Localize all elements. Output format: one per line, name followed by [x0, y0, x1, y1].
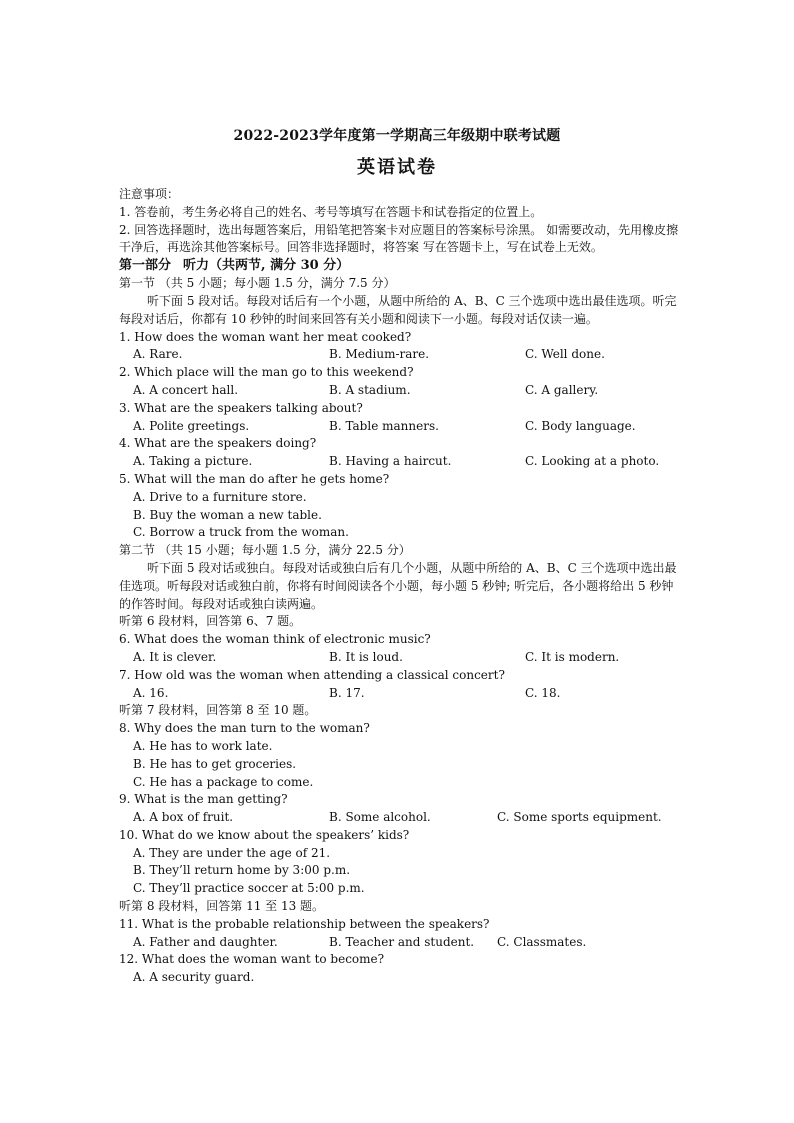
question-2-options	[119, 382, 679, 400]
question-7: 7. How old was the woman when attending a classical concert?	[119, 667, 505, 682]
question-7-options	[119, 685, 679, 703]
question-1-options	[119, 346, 679, 364]
question-4: 4. What are the speakers doing?	[119, 436, 317, 451]
option-b: B. They’ll return home by 3:00 p.m.	[133, 863, 351, 878]
exam-title: 2022-2023学年度第一学期高三年级期中联考试题	[233, 128, 561, 144]
note-item-1: 1. 答卷前，考生务必将自己的姓名、考号等填写在答题卡和试卷指定的位置上。	[119, 204, 543, 219]
question-8: 8. Why does the man turn to the woman?	[119, 721, 370, 736]
option-a: A. Taking a picture.	[133, 454, 253, 469]
question-1: 1. How does the woman want her meat cooked?	[119, 329, 412, 344]
option-c: C. Borrow a truck from the woman.	[133, 525, 349, 540]
option-c: C. He has a package to come.	[133, 774, 314, 789]
section2-instructions: 听下面 5 段对话或独白。每段对话或独白后有几个小题，从题中所给的 A、B、C 三个选项中选出最佳选项。听每段对话或独白前，你将有时间阅读各个小题，每小题 5 秒钟; 听完后，各小题将给出 5 秒钟的作答时间。每段对话或独白读两遍。	[119, 560, 677, 611]
question-11-options	[119, 934, 679, 952]
material-7-heading: 听第 7 段材料，回答第 8 至 10 题。	[119, 703, 317, 718]
material-6-heading: 听第 6 段材料，回答第 6、7 题。	[119, 614, 302, 629]
question-2: 2. Which place will the man go to this weekend?	[119, 365, 414, 380]
question-5: 5. What will the man do after he gets home?	[119, 471, 390, 486]
question-6-options	[119, 649, 679, 667]
option-a: A. A box of fruit.	[133, 810, 234, 825]
option-c: C. A gallery.	[525, 382, 599, 397]
option-c: C. Looking at a photo.	[525, 454, 660, 469]
option-c: C. It is modern.	[525, 649, 620, 664]
note-item-2: 2. 回答选择题时，选出每题答案后，用铅笔把答案卡对应题目的答案标号涂黑。 如需要改动，先用橡皮擦干净后，再选涂其他答案标号。回答非选择题时，将答案 写在答题卡上，写在试卷上无效。	[119, 222, 679, 255]
option-c: C. 18.	[525, 685, 561, 700]
option-b: B. Buy the woman a new table.	[133, 507, 322, 522]
option-a: A. Father and daughter.	[133, 934, 278, 949]
question-6: 6. What does the woman think of electronic music?	[119, 632, 431, 647]
option-b: B. Teacher and student.	[329, 934, 475, 949]
exam-body	[119, 186, 679, 987]
part1-title: 第一部分	[119, 258, 172, 274]
material-8-heading: 听第 8 段材料，回答第 11 至 13 题。	[119, 899, 325, 914]
exam-subject-title: 英语试卷	[357, 157, 437, 178]
option-c: C. Some sports equipment.	[497, 810, 662, 825]
option-a: A. 16.	[133, 685, 169, 700]
part1-subtitle: 听力（共两节, 满分 30 分）	[183, 258, 350, 274]
question-3: 3. What are the speakers talking about?	[119, 400, 363, 415]
option-b: B. Some alcohol.	[329, 810, 431, 825]
option-b: B. Having a haircut.	[329, 454, 452, 469]
question-9-options	[119, 809, 679, 827]
section2-title: 第二节 （共 15 小题；每小题 1.5 分，满分 22.5 分）	[119, 543, 411, 558]
question-10: 10. What do we know about the speakers’ kids?	[119, 827, 410, 842]
option-c: C. Well done.	[525, 347, 605, 362]
option-b: B. He has to get groceries.	[133, 756, 297, 771]
option-a: A. Rare.	[133, 347, 183, 362]
question-12: 12. What does the woman want to become?	[119, 952, 385, 967]
option-b: B. A stadium.	[329, 382, 411, 397]
option-b: B. It is loud.	[329, 649, 403, 664]
option-c: C. Body language.	[525, 418, 636, 433]
option-a: A. Drive to a furniture store.	[133, 489, 307, 504]
notes-heading: 注意事项：	[119, 187, 180, 201]
option-a: A. A concert hall.	[133, 382, 239, 397]
question-4-options	[119, 453, 679, 471]
option-a: A. He has to work late.	[133, 738, 273, 753]
question-9: 9. What is the man getting?	[119, 792, 288, 807]
option-a: A. Polite greetings.	[133, 418, 250, 433]
option-a: A. It is clever.	[133, 649, 217, 664]
option-b: B. 17.	[329, 685, 365, 700]
question-11: 11. What is the probable relationship between the speakers?	[119, 916, 490, 931]
option-c: C. Classmates.	[497, 934, 587, 949]
option-b: B. Table manners.	[329, 418, 439, 433]
option-c: C. They’ll practice soccer at 5:00 p.m.	[133, 881, 365, 896]
part1-heading	[119, 257, 679, 275]
option-b: B. Medium-rare.	[329, 347, 430, 362]
section1-title: 第一节 （共 5 小题；每小题 1.5 分，满分 7.5 分）	[119, 276, 396, 291]
question-3-options	[119, 418, 679, 436]
section1-instructions: 听下面 5 段对话。每段对话后有一个小题，从题中所给的 A、B、C 三个选项中选出最佳选项。听完每段对话后，你都有 10 秒钟的时间来回答有关小题和阅读下一小题。每段对话仅读一遍。	[119, 293, 677, 326]
option-a: A. A security guard.	[133, 970, 255, 985]
option-a: A. They are under the age of 21.	[133, 845, 331, 860]
